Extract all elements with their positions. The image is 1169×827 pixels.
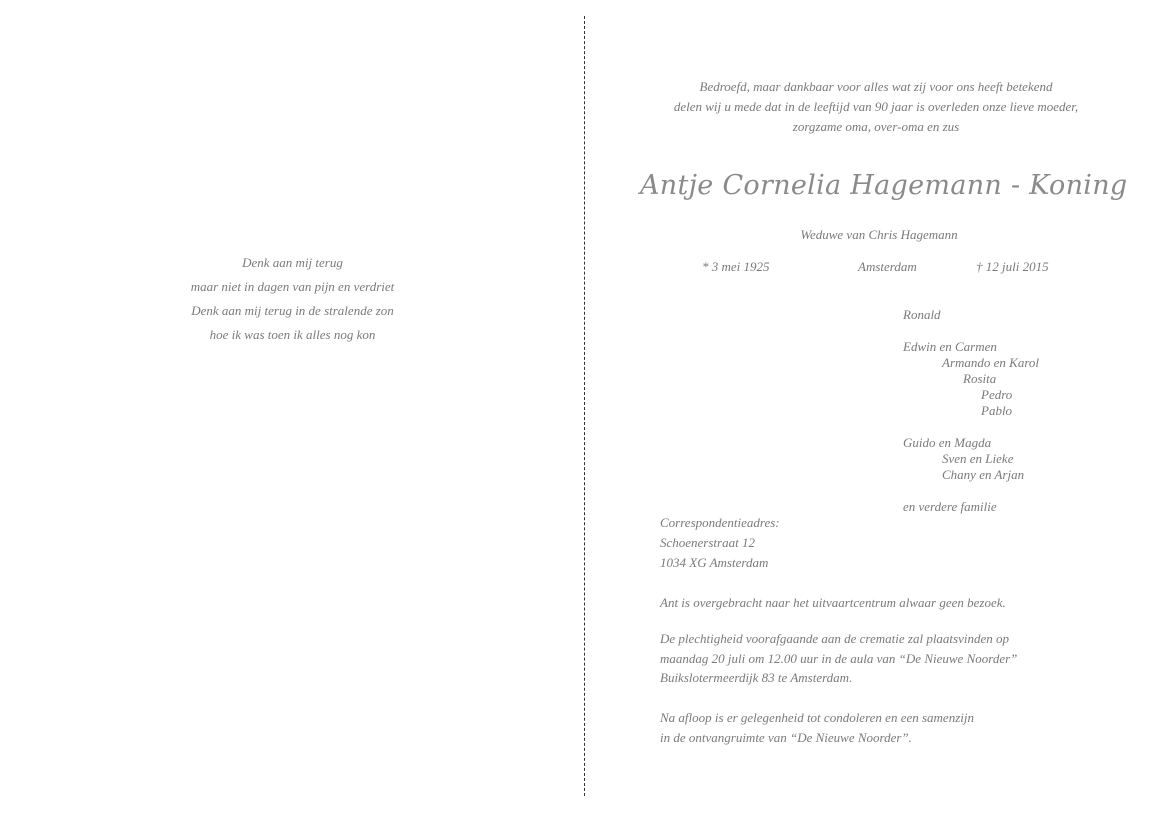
condolence-line: Na afloop is er gelegenheid tot condoleren en een samenzijn [660,710,974,725]
poem-line: hoe ik was toen ik alles nog kon [209,327,376,342]
correspondence-label: Correspondentieadres: [660,515,780,530]
poem-line: Denk aan mij terug in de stralende zon [191,303,394,318]
family-member: Guido en Magda [903,435,992,450]
family-member: Ronald [903,307,941,322]
poem-line: Denk aan mij terug [242,255,343,270]
family-member: Chany en Arjan [942,467,1025,482]
correspondence-street: Schoenerstraat 12 [660,535,755,550]
poem-line: maar niet in dagen van pijn en verdriet [190,279,395,294]
intro-text [640,79,1112,139]
ceremony-line: Buikslotermeerdijk 83 te Amsterdam. [660,670,853,685]
family-member: en verdere familie [903,499,997,514]
notice [660,595,1006,615]
condolence-info [660,710,974,749]
family-member: Rosita [963,371,997,386]
ceremony-line: De plechtigheid voorafgaande aan de crematie zal plaatsvinden op [660,631,1010,646]
ceremony-info [660,631,1017,690]
fold-line [584,16,585,796]
family-member: Armando en Karol [942,355,1040,370]
notice-line: Ant is overgebracht naar het uitvaartcentrum alwaar geen bezoek. [660,595,1006,610]
ceremony-line: maandag 20 juli om 12.00 uur in de aula van “De Nieuwe Noorder” [660,650,1018,666]
deceased-name: Antje Cornelia Hagemann - Koning [640,170,1128,201]
family-member: Sven en Lieke [942,451,1014,466]
family-member: Pedro [981,387,1013,402]
birth-date: * 3 mei 1925 [702,259,770,274]
correspondence-address [660,515,780,575]
widow-line: Weduwe van Chris Hagemann [800,227,958,242]
condolence-line: in de ontvangruimte van “De Nieuwe Noorder”. [660,729,912,745]
intro-line: delen wij u mede dat in de leeftijd van 90 jaar is overleden onze lieve moeder, [673,99,1079,114]
death-date: † 12 juli 2015 [976,259,1049,274]
family-member: Pablo [981,403,1013,418]
correspondence-city: 1034 XG Amsterdam [660,555,769,570]
intro-line: Bedroefd, maar dankbaar voor alles wat zij voor ons heeft betekend [699,79,1053,94]
intro-line: zorgzame oma, over-oma en zus [792,119,960,134]
poem [150,255,435,351]
family-member: Edwin en Carmen [903,339,997,354]
place: Amsterdam [858,259,917,274]
